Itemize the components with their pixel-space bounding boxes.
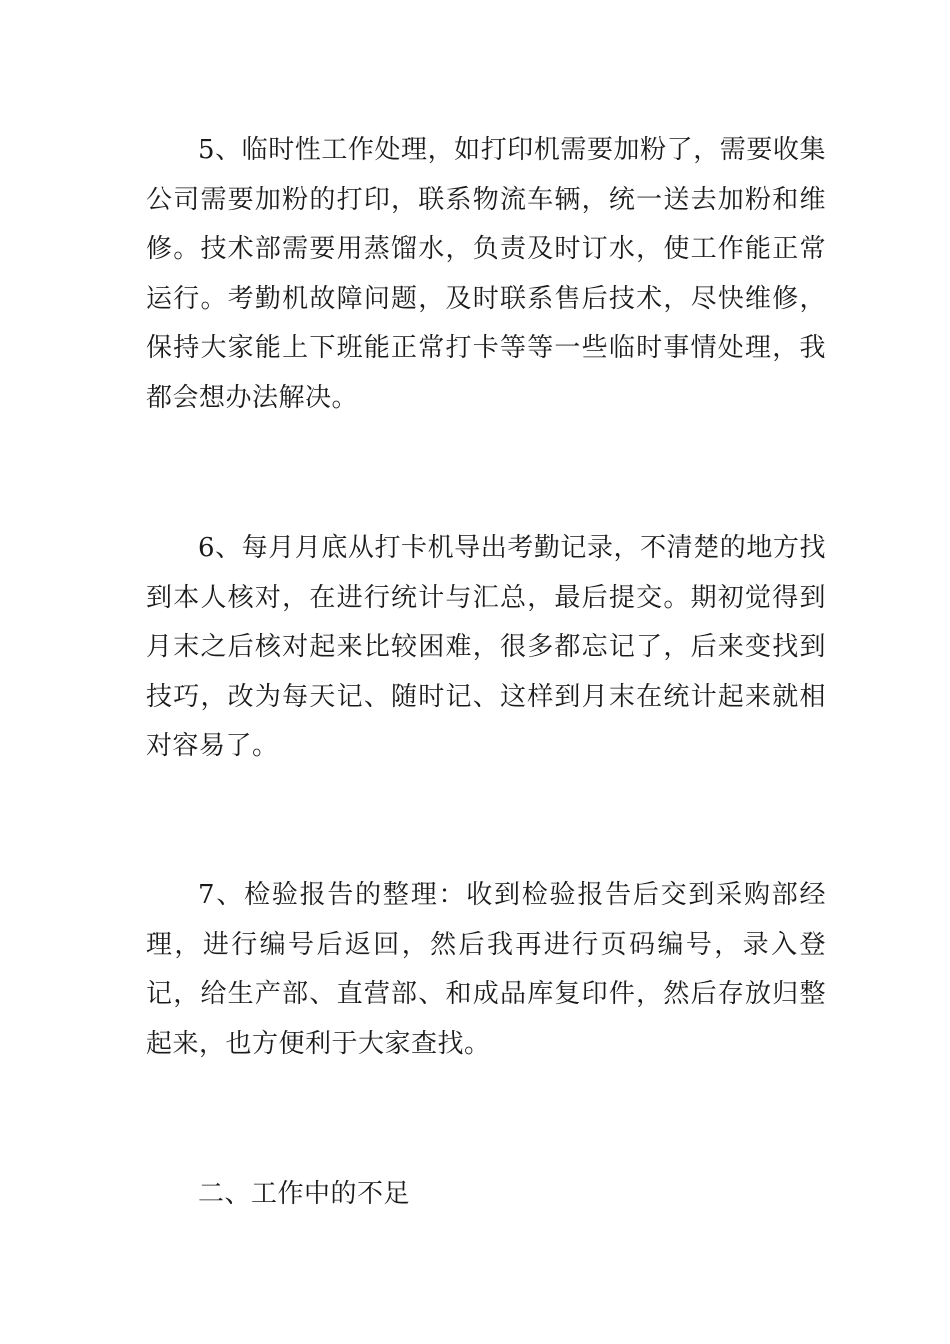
section-heading: 二、工作中的不足 xyxy=(198,1179,411,1209)
paragraph-item-7: 7、检验报告的整理：收到检验报告后交到采购部经理，进行编号后返回，然后我再进行页码编号，录入登记，给生产部、直营部、和成品库复印件，然后存放归整起来，也方便利于大家查找。 xyxy=(146,880,826,1059)
paragraph-item-6: 6、每月月底从打卡机导出考勤记录，不清楚的地方找到本人核对，在进行统计与汇总，最后提交。期初觉得到月末之后核对起来比较困难，很多都忘记了，后来变找到技巧，改为每天记、随时记、这样到月末在统计起来就相对容易了。 xyxy=(146,533,826,761)
paragraph-item-5: 5、临时性工作处理，如打印机需要加粉了，需要收集公司需要加粉的打印，联系物流车辆，统一送去加粉和维修。技术部需要用蒸馏水，负责及时订水，使工作能正常运行。考勤机故障问题，及时联系售后技术，尽快维修，保持大家能上下班能正常打卡等等一些临时事情处理，我都会想办法解决。 xyxy=(146,135,826,413)
